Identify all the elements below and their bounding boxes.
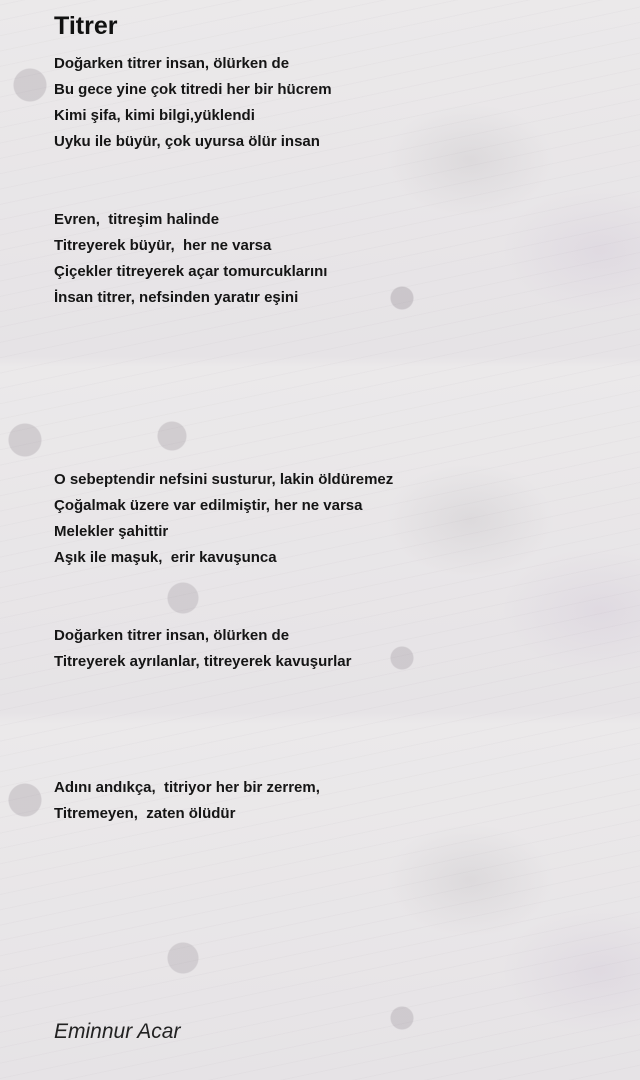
poem-body bbox=[54, 51, 614, 827]
poem-line: Doğarken titrer insan, ölürken de bbox=[54, 55, 290, 72]
poem-line: Adını andıkça, titriyor her bir zerrem, bbox=[54, 779, 320, 796]
poem-author: Eminnur Acar bbox=[54, 1020, 181, 1043]
stanza-spacer bbox=[54, 155, 614, 207]
poem-line: Melekler şahittir bbox=[54, 523, 169, 540]
stanza-3 bbox=[54, 467, 614, 571]
stanza-4 bbox=[54, 623, 614, 675]
stanza-5 bbox=[54, 775, 614, 827]
poem-line: Uyku ile büyür, çok uyursa ölür insan bbox=[54, 133, 320, 150]
poem-line: İnsan titrer, nefsinden yaratır eşini bbox=[54, 289, 299, 306]
poem-line: Doğarken titrer insan, ölürken de bbox=[54, 627, 290, 644]
poem-line: Evren, titreşim halinde bbox=[54, 211, 220, 228]
poem-line: Titremeyen, zaten ölüdür bbox=[54, 805, 236, 822]
stanza-1 bbox=[54, 51, 614, 155]
stanza-spacer bbox=[54, 311, 614, 467]
poem-line: Aşık ile maşuk, erir kavuşunca bbox=[54, 549, 277, 566]
poem-line: Çoğalmak üzere var edilmiştir, her ne varsa bbox=[54, 497, 363, 514]
poem-line: Titreyerek büyür, her ne varsa bbox=[54, 237, 272, 254]
stanza-spacer bbox=[54, 571, 614, 623]
poem-line: Çiçekler titreyerek açar tomurcuklarını bbox=[54, 263, 328, 280]
stanza-2 bbox=[54, 207, 614, 311]
poem-line: O sebeptendir nefsini susturur, lakin öldüremez bbox=[54, 471, 394, 488]
poem-title: Titrer bbox=[54, 12, 118, 40]
poem-line: Titreyerek ayrılanlar, titreyerek kavuşurlar bbox=[54, 653, 352, 670]
poem-line: Bu gece yine çok titredi her bir hücrem bbox=[54, 81, 332, 98]
stanza-spacer bbox=[54, 675, 614, 775]
poem-line: Kimi şifa, kimi bilgi,yüklendi bbox=[54, 107, 255, 124]
